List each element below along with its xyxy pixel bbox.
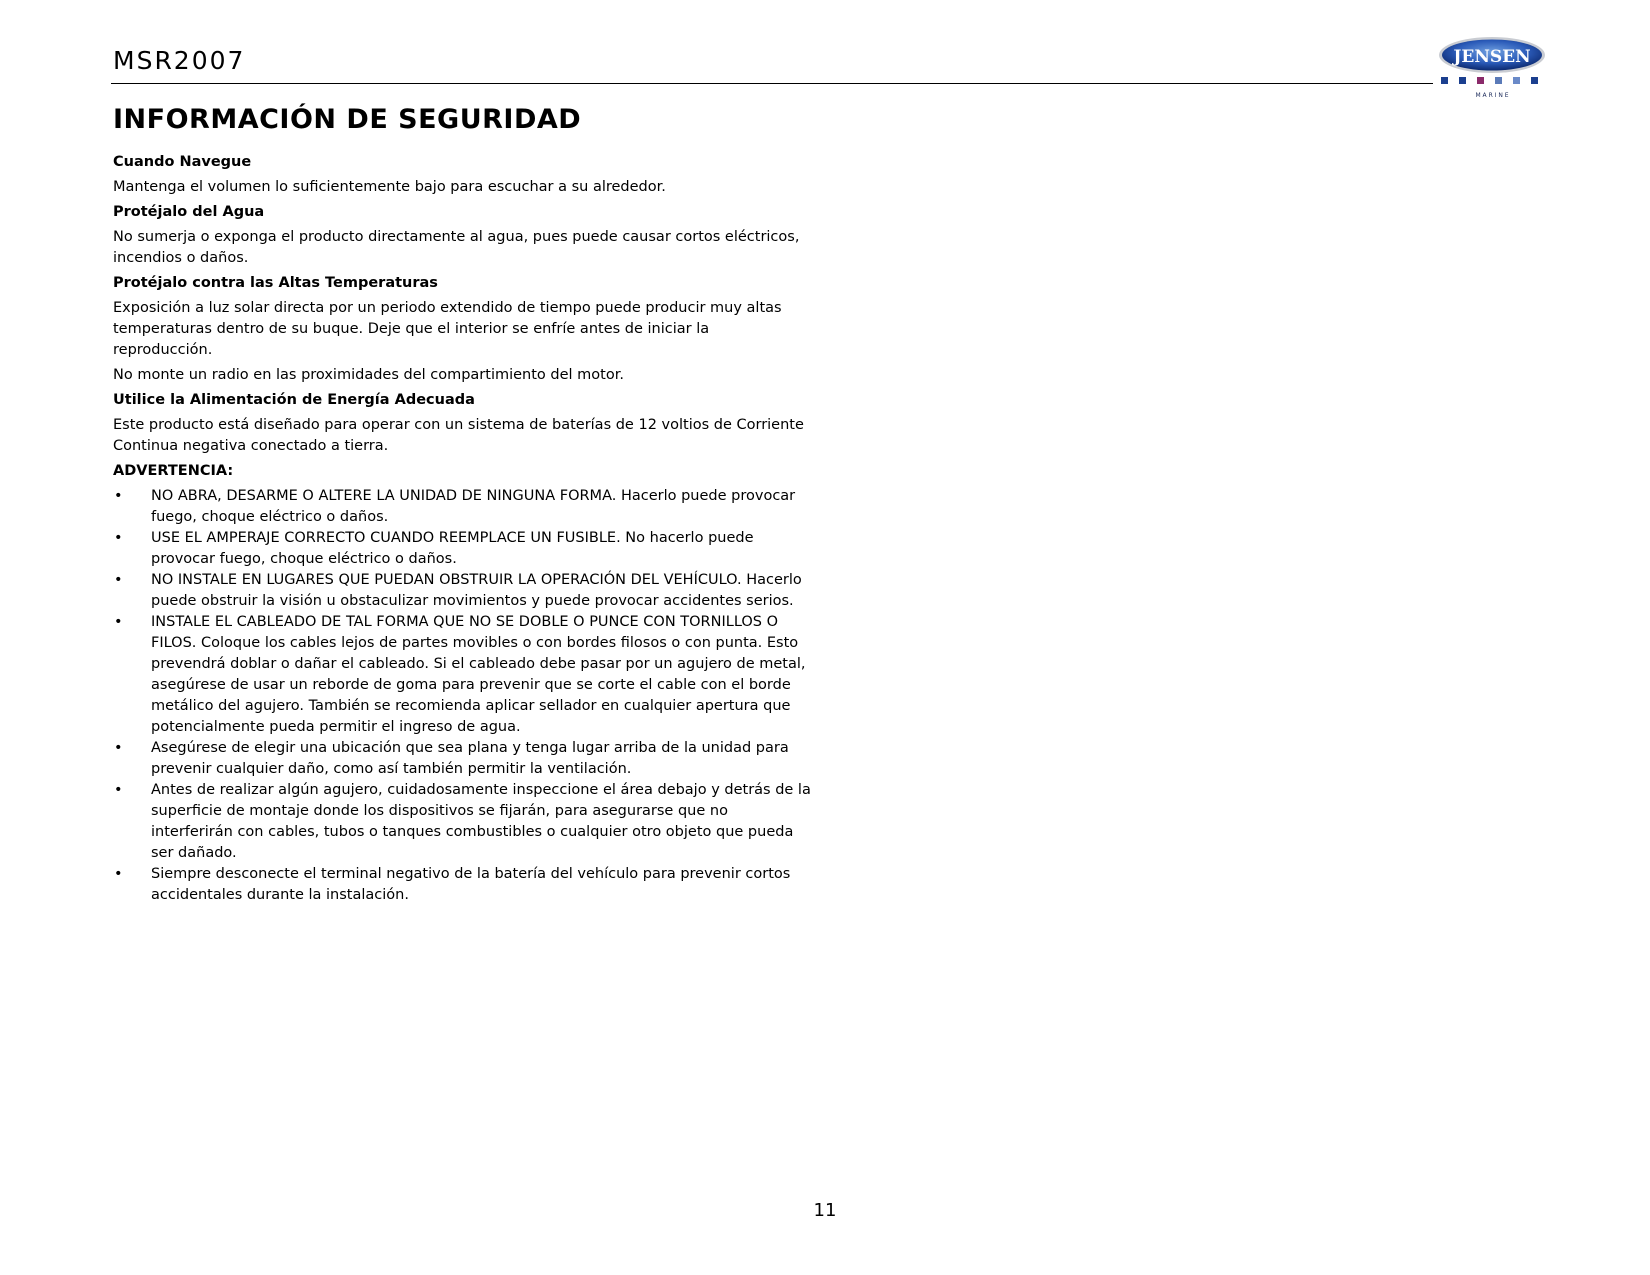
warning-list [113, 486, 813, 906]
warning-text: NO ABRA, DESARME O ALTERE LA UNIDAD DE NINGUNA FORMA. Hacerlo puede provocar fuego, choque eléctrico o daños. [151, 488, 796, 525]
bullet-icon: • [114, 740, 123, 756]
warning-item [113, 780, 813, 864]
bullet-icon: • [114, 488, 123, 504]
header-rule [111, 83, 1433, 84]
heading-navigating: Cuando Navegue [113, 154, 252, 170]
logo-wordmark: JENSEN [1453, 47, 1531, 67]
warning-text: INSTALE EL CABLEADO DE TAL FORMA QUE NO SE DOBLE O PUNCE CON TORNILLOS O FILOS. Coloque los cables lejos de partes movibles o con bordes filosos o con punta. Esto prevendrá doblar o dañar el cableado. Si el cableado debe pasar por un agujero de metal, asegúrese de usar un reborde de goma para prevenir que se corte el cable con el borde metálico del agujero. También se recomienda aplicar sellador en cualquier apertura que potencialmente pueda permitir el ingreso de agua. [151, 614, 806, 735]
warning-text: NO INSTALE EN LUGARES QUE PUEDAN OBSTRUIR LA OPERACIÓN DEL VEHÍCULO. Hacerlo puede obstruir la visión u obstaculizar movimientos y puede provocar accidentes serios. [151, 572, 802, 609]
heading-heat: Protéjalo contra las Altas Temperaturas [113, 275, 438, 291]
warning-text: Siempre desconecte el terminal negativo de la batería del vehículo para prevenir cortos accidentales durante la instalación. [151, 866, 791, 903]
jensen-marine-logo [1436, 35, 1548, 101]
warning-text: Antes de realizar algún agujero, cuidadosamente inspeccione el área debajo y detrás de la superficie de montaje donde los dispositivos se fijarán, para asegurarse que no interferirán con cables, tubos o tanques combustibles o cualquier otro objeto que pueda ser dañado. [151, 782, 811, 861]
page-number: 11 [813, 1200, 837, 1221]
heading-power: Utilice la Alimentación de Energía Adecuada [113, 392, 475, 408]
bullet-icon: • [114, 614, 123, 630]
model-name: MSR2007 [113, 46, 246, 75]
logo-subtext: M A R I N E [1475, 92, 1509, 99]
text-navigating: Mantenga el volumen lo suficientemente bajo para escuchar a su alrededor. [113, 179, 666, 195]
heading-water: Protéjalo del Agua [113, 204, 265, 220]
bullet-icon: • [114, 782, 123, 798]
safety-content [113, 100, 813, 906]
warning-item [113, 570, 813, 612]
bullet-icon: • [114, 572, 123, 588]
warning-item [113, 486, 813, 528]
bullet-icon: • [114, 530, 123, 546]
text-heat-1: Exposición a luz solar directa por un periodo extendido de tiempo puede producir muy altas temperaturas dentro de su buque. Deje que el interior se enfríe antes de iniciar la reproducción. [113, 300, 782, 358]
text-heat-2: No monte un radio en las proximidades del compartimiento del motor. [113, 367, 624, 383]
warning-item [113, 864, 813, 906]
heading-warning: ADVERTENCIA: [113, 463, 234, 479]
warning-item [113, 612, 813, 738]
text-power: Este producto está diseñado para operar con un sistema de baterías de 12 voltios de Corriente Continua negativa conectado a tierra. [113, 417, 804, 454]
warning-item [113, 738, 813, 780]
text-water: No sumerja o exponga el producto directamente al agua, pues puede causar cortos eléctricos, incendios o daños. [113, 229, 800, 266]
page-title: INFORMACIÓN DE SEGURIDAD [113, 104, 582, 135]
logo-squares [1441, 77, 1538, 84]
warning-item [113, 528, 813, 570]
warning-text: USE EL AMPERAJE CORRECTO CUANDO REEMPLACE UN FUSIBLE. No hacerlo puede provocar fuego, choque eléctrico o daños. [151, 530, 754, 567]
warning-text: Asegúrese de elegir una ubicación que sea plana y tenga lugar arriba de la unidad para prevenir cualquier daño, como así también permitir la ventilación. [151, 740, 789, 777]
bullet-icon: • [114, 866, 123, 882]
